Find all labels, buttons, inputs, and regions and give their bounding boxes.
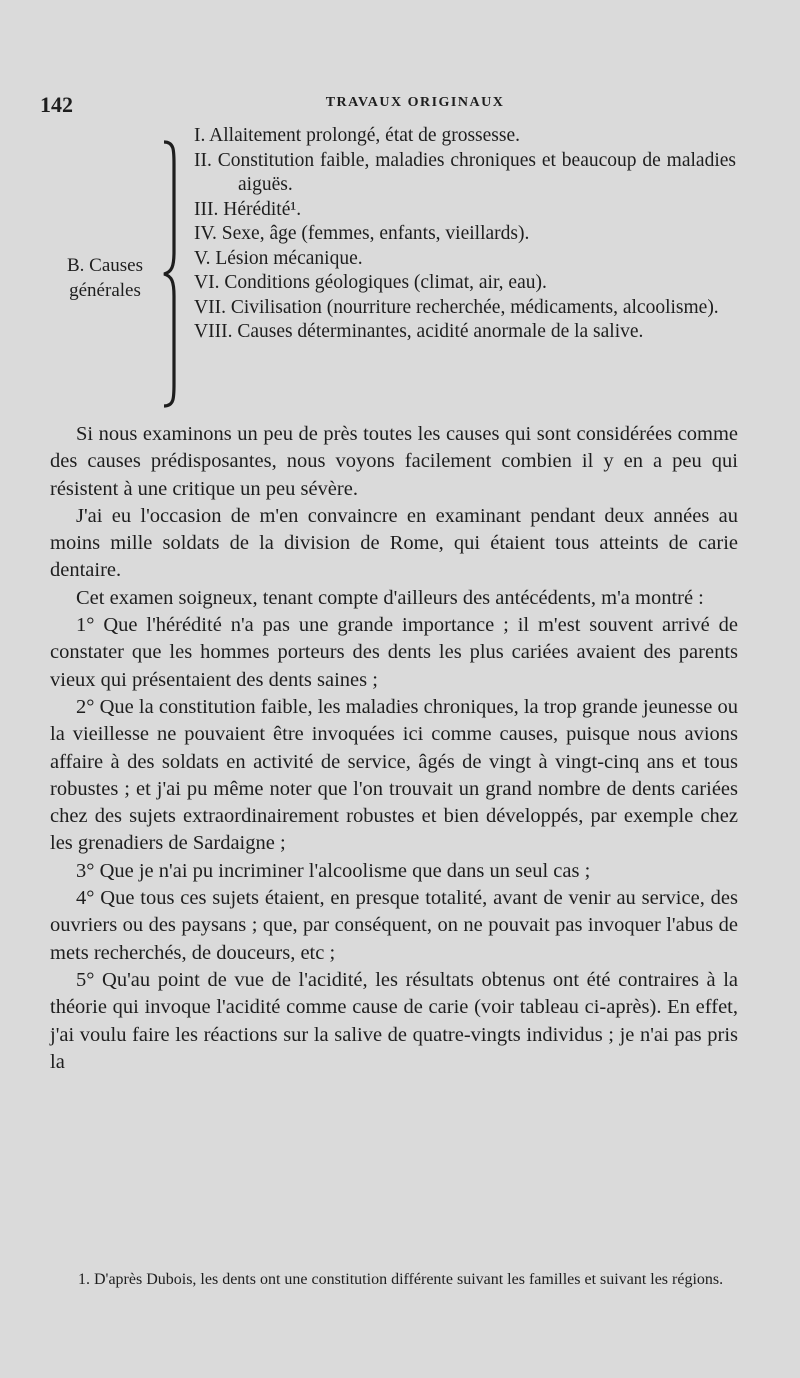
cause-item: V. Lésion mécanique.	[194, 247, 363, 269]
curly-brace-icon	[160, 140, 188, 408]
paragraph: 5° Qu'au point de vue de l'acidité, les résultats obtenus ont été contraires à la théorie qui invoque l'acidité comme cause de carie (voir tableau ci-après). En effet, j'ai voulu faire les réactions sur la salive de quatre-vingts individus ; je n'ai pas pris la	[50, 968, 738, 1073]
page-header	[40, 92, 760, 118]
causes-list	[194, 124, 736, 345]
body-text	[50, 421, 738, 1076]
paragraph: Si nous examinons un peu de près toutes les causes qui sont considérées comme des causes prédisposantes, nous voyons facilement combien il y en a peu qui résistent à une critique un peu sévère.	[50, 423, 738, 500]
footnote-text: 1. D'après Dubois, les dents ont une constitution différente suivant les familles et suivant les régions.	[78, 1271, 724, 1288]
cause-item: VI. Conditions géologiques (climat, air, eau).	[194, 272, 547, 293]
cause-item: II. Constitution faible, maladies chroniques et beaucoup de maladies aiguës.	[194, 149, 736, 195]
cause-item: I. Allaitement prolongé, état de grossesse.	[194, 125, 520, 146]
category-label-line: générales	[69, 280, 141, 301]
paragraph: 4° Que tous ces sujets étaient, en presque totalité, avant de venir au service, des ouvriers ou des paysans ; que, par conséquent, on ne pouvait pas invoquer l'abus de mets recherchés, de douceurs, etc ;	[50, 887, 738, 964]
cause-item: VIII. Causes déterminantes, acidité anormale de la salive.	[194, 321, 644, 342]
paragraph: Cet examen soigneux, tenant compte d'ailleurs des antécédents, m'a montré :	[76, 586, 704, 609]
paragraph: J'ai eu l'occasion de m'en convaincre en examinant pendant deux années au moins mille soldats de la division de Rome, qui étaient tous atteints de carie dentaire.	[50, 504, 738, 582]
footnote	[60, 1269, 750, 1290]
cause-item: VII. Civilisation (nourriture recherchée, médicaments, alcoolisme).	[194, 296, 719, 318]
category-label-line: B. Causes	[67, 255, 143, 276]
paragraph: 3° Que je n'ai pu incriminer l'alcoolisme que dans un seul cas ;	[76, 859, 591, 882]
cause-item: IV. Sexe, âge (femmes, enfants, vieillards).	[194, 223, 530, 244]
paragraph: 2° Que la constitution faible, les maladies chroniques, la trop grande jeunesse ou la vieillesse ne pouvaient être invoquées ici comme causes, puisque nous avions affaire à des soldats en activité de service, âgés de vingt à vingt-cinq ans et tous robustes ; et j'ai pu même noter que l'on trouvait un grand nombre de dents cariées chez des sujets extraordinairement robustes et bien développés, par exemple chez les grenadiers de Sardaigne ;	[50, 695, 738, 855]
page-number: 142	[40, 92, 73, 117]
cause-item: III. Hérédité¹.	[194, 198, 302, 220]
paragraph: 1° Que l'hérédité n'a pas une grande importance ; il m'est souvent arrivé de constater que les hommes porteurs des dents les plus cariées avaient des parents vieux qui présentaient des dents saines ;	[50, 614, 738, 691]
category-label	[45, 253, 165, 303]
running-title: TRAVAUX ORIGINAUX	[325, 95, 505, 110]
